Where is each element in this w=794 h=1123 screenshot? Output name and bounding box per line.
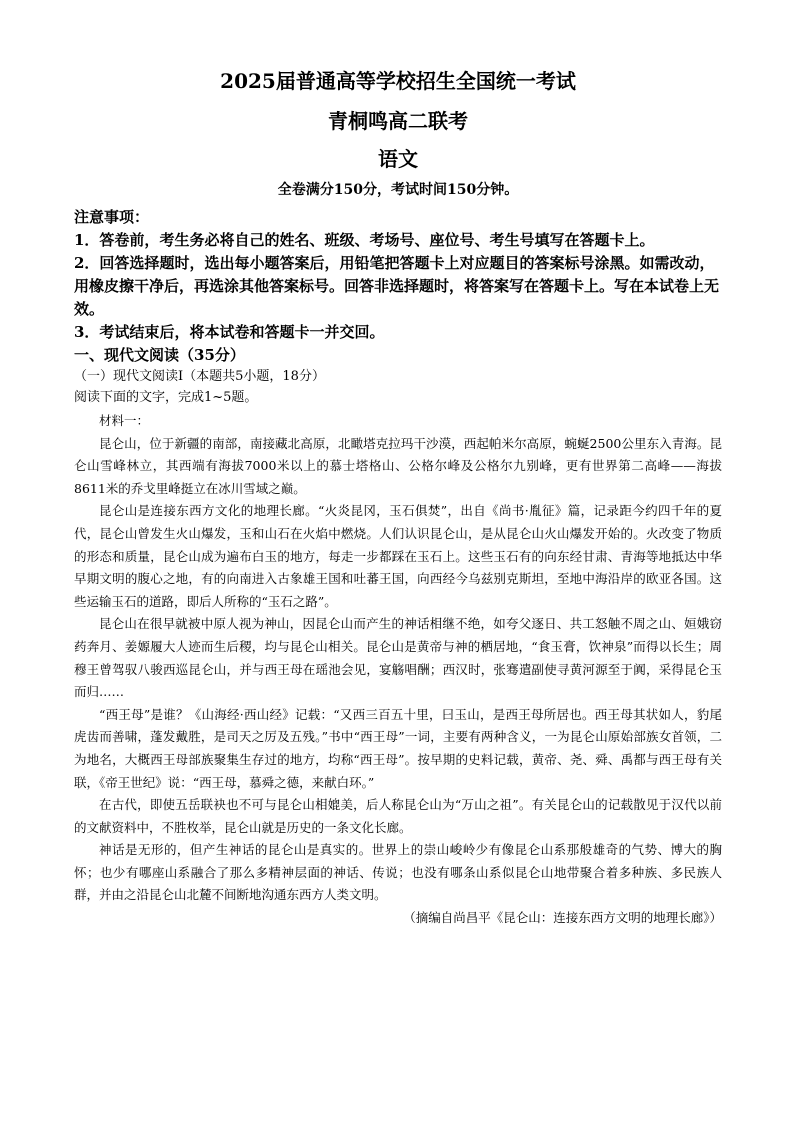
note-item-3: 3．考试结束后，将本试卷和答题卡一并交回。: [74, 323, 385, 341]
note-item-2: 2．回答选择题时，选出每小题答案后，用铅笔把答题卡上对应题目的答案标号涂黑。如需改动，用橡皮擦干净后，再选涂其他答案标号。回答非选择题时，将答案写在答题卡上。写在本试卷上无效。: [74, 254, 720, 318]
exam-subtitle: 青桐鸣高二联考: [328, 109, 468, 133]
section-heading: 一、现代文阅读（35分）: [74, 346, 245, 364]
exam-page: [74, 62, 722, 929]
exam-title: 2025届普通高等学校招生全国统一考试: [220, 69, 576, 93]
material-source: （摘编自尚昌平《昆仑山：连接东西方文明的地理长廊》）: [403, 910, 722, 926]
score-line: 全卷满分150分，考试时间150分钟。: [277, 182, 519, 198]
material-paragraph-3: 昆仑山在很早就被中原人视为神山，因昆仑山而产生的神话相继不绝，如夸父逐日、共工怒触不周之山、姮娥窃药奔月、姜嫄履大人迹而生后稷，均与昆仑山相关。昆仑山是黄帝与神的栖居地，“食玉膏，饮神泉”而得以长生；周穆王曾驾驭八骏西巡昆仑山，并与西王母在瑶池会见，宴觞唱酬；西汉时，张骞遣副使寻黄河源至于阗，采得昆仑玉而归……: [74, 616, 722, 700]
material-paragraph-4: “西王母”是谁？《山海经·西山经》记载：“又西三百五十里，曰玉山，是西王母所居也。西王母其状如人，豹尾虎齿而善啸，蓬发戴胜，是司天之厉及五残。”书中“西王母”一词，主要有两种含义，一为昆仑山原始部族女首领，二为地名，大概西王母部族聚集生存过的地方，均称“西王母”。按早期的史料记载，黄帝、尧、舜、禹都与西王母有关联，《帝王世纪》说：“西王母，慕舜之德，来献白环。”: [74, 706, 722, 790]
subject-title: 语文: [378, 147, 418, 171]
material-paragraph-5: 在古代，即使五岳联袂也不可与昆仑山相媲美，后人称昆仑山为“万山之祖”。有关昆仑山的记载散见于汉代以前的文献资料中，不胜枚举，昆仑山就是历史的一条文化长廊。: [74, 797, 722, 835]
material-paragraph-1: 昆仑山，位于新疆的南部，南接藏北高原，北瞰塔克拉玛干沙漠，西起帕米尔高原，蜿蜒2500公里东入青海。昆仑山雪峰林立，其西端有海拔7000米以上的慕士塔格山、公格尔峰及公格尔九别峰，更有世界第二高峰——海拔8611米的乔戈里峰挺立在冰川雪域之巅。: [74, 435, 722, 496]
note-item-1: 1．答卷前，考生务必将自己的姓名、班级、考场号、座位号、考生号填写在答题卡上。: [74, 231, 655, 249]
reading-instruction: 阅读下面的文字，完成1~5题。: [74, 390, 258, 405]
notes-heading: 注意事项：: [74, 208, 150, 226]
material-label: 材料一：: [99, 413, 150, 428]
sub-section-heading: （一）现代文阅读Ⅰ（本题共5小题，18分）: [74, 369, 325, 384]
material-paragraph-6: 神话是无形的，但产生神话的昆仑山是真实的。世界上的崇山峻岭少有像昆仑山系那般雄奇的气势、博大的胸怀；也少有哪座山系融合了那么多精神层面的神话、传说；也没有哪条山系似昆仑山地带聚合着多种族、多民族人群，并由之沿昆仑山北麓不间断地沟通东西方人类文明。: [74, 842, 722, 903]
material-paragraph-2: 昆仑山是连接东西方文化的地理长廊。“火炎昆冈，玉石俱焚”，出自《尚书·胤征》篇，记录距今约四千年的夏代，昆仑山曾发生火山爆发，玉和山石在火焰中燃烧。人们认识昆仑山，是从昆仑山火山爆发开始的。火改变了物质的形态和质量，昆仑山成为遍布白玉的地方，每走一步都踩在玉石上。这些玉石有的向东经甘肃、青海等地抵达中华早期文明的腹心之地，有的向南进入古象雄王国和吐蕃王国，向西经今乌兹别克斯坦，至地中海沿岸的欧亚各国。这些运输玉石的道路，即后人所称的“玉石之路”。: [74, 503, 722, 609]
